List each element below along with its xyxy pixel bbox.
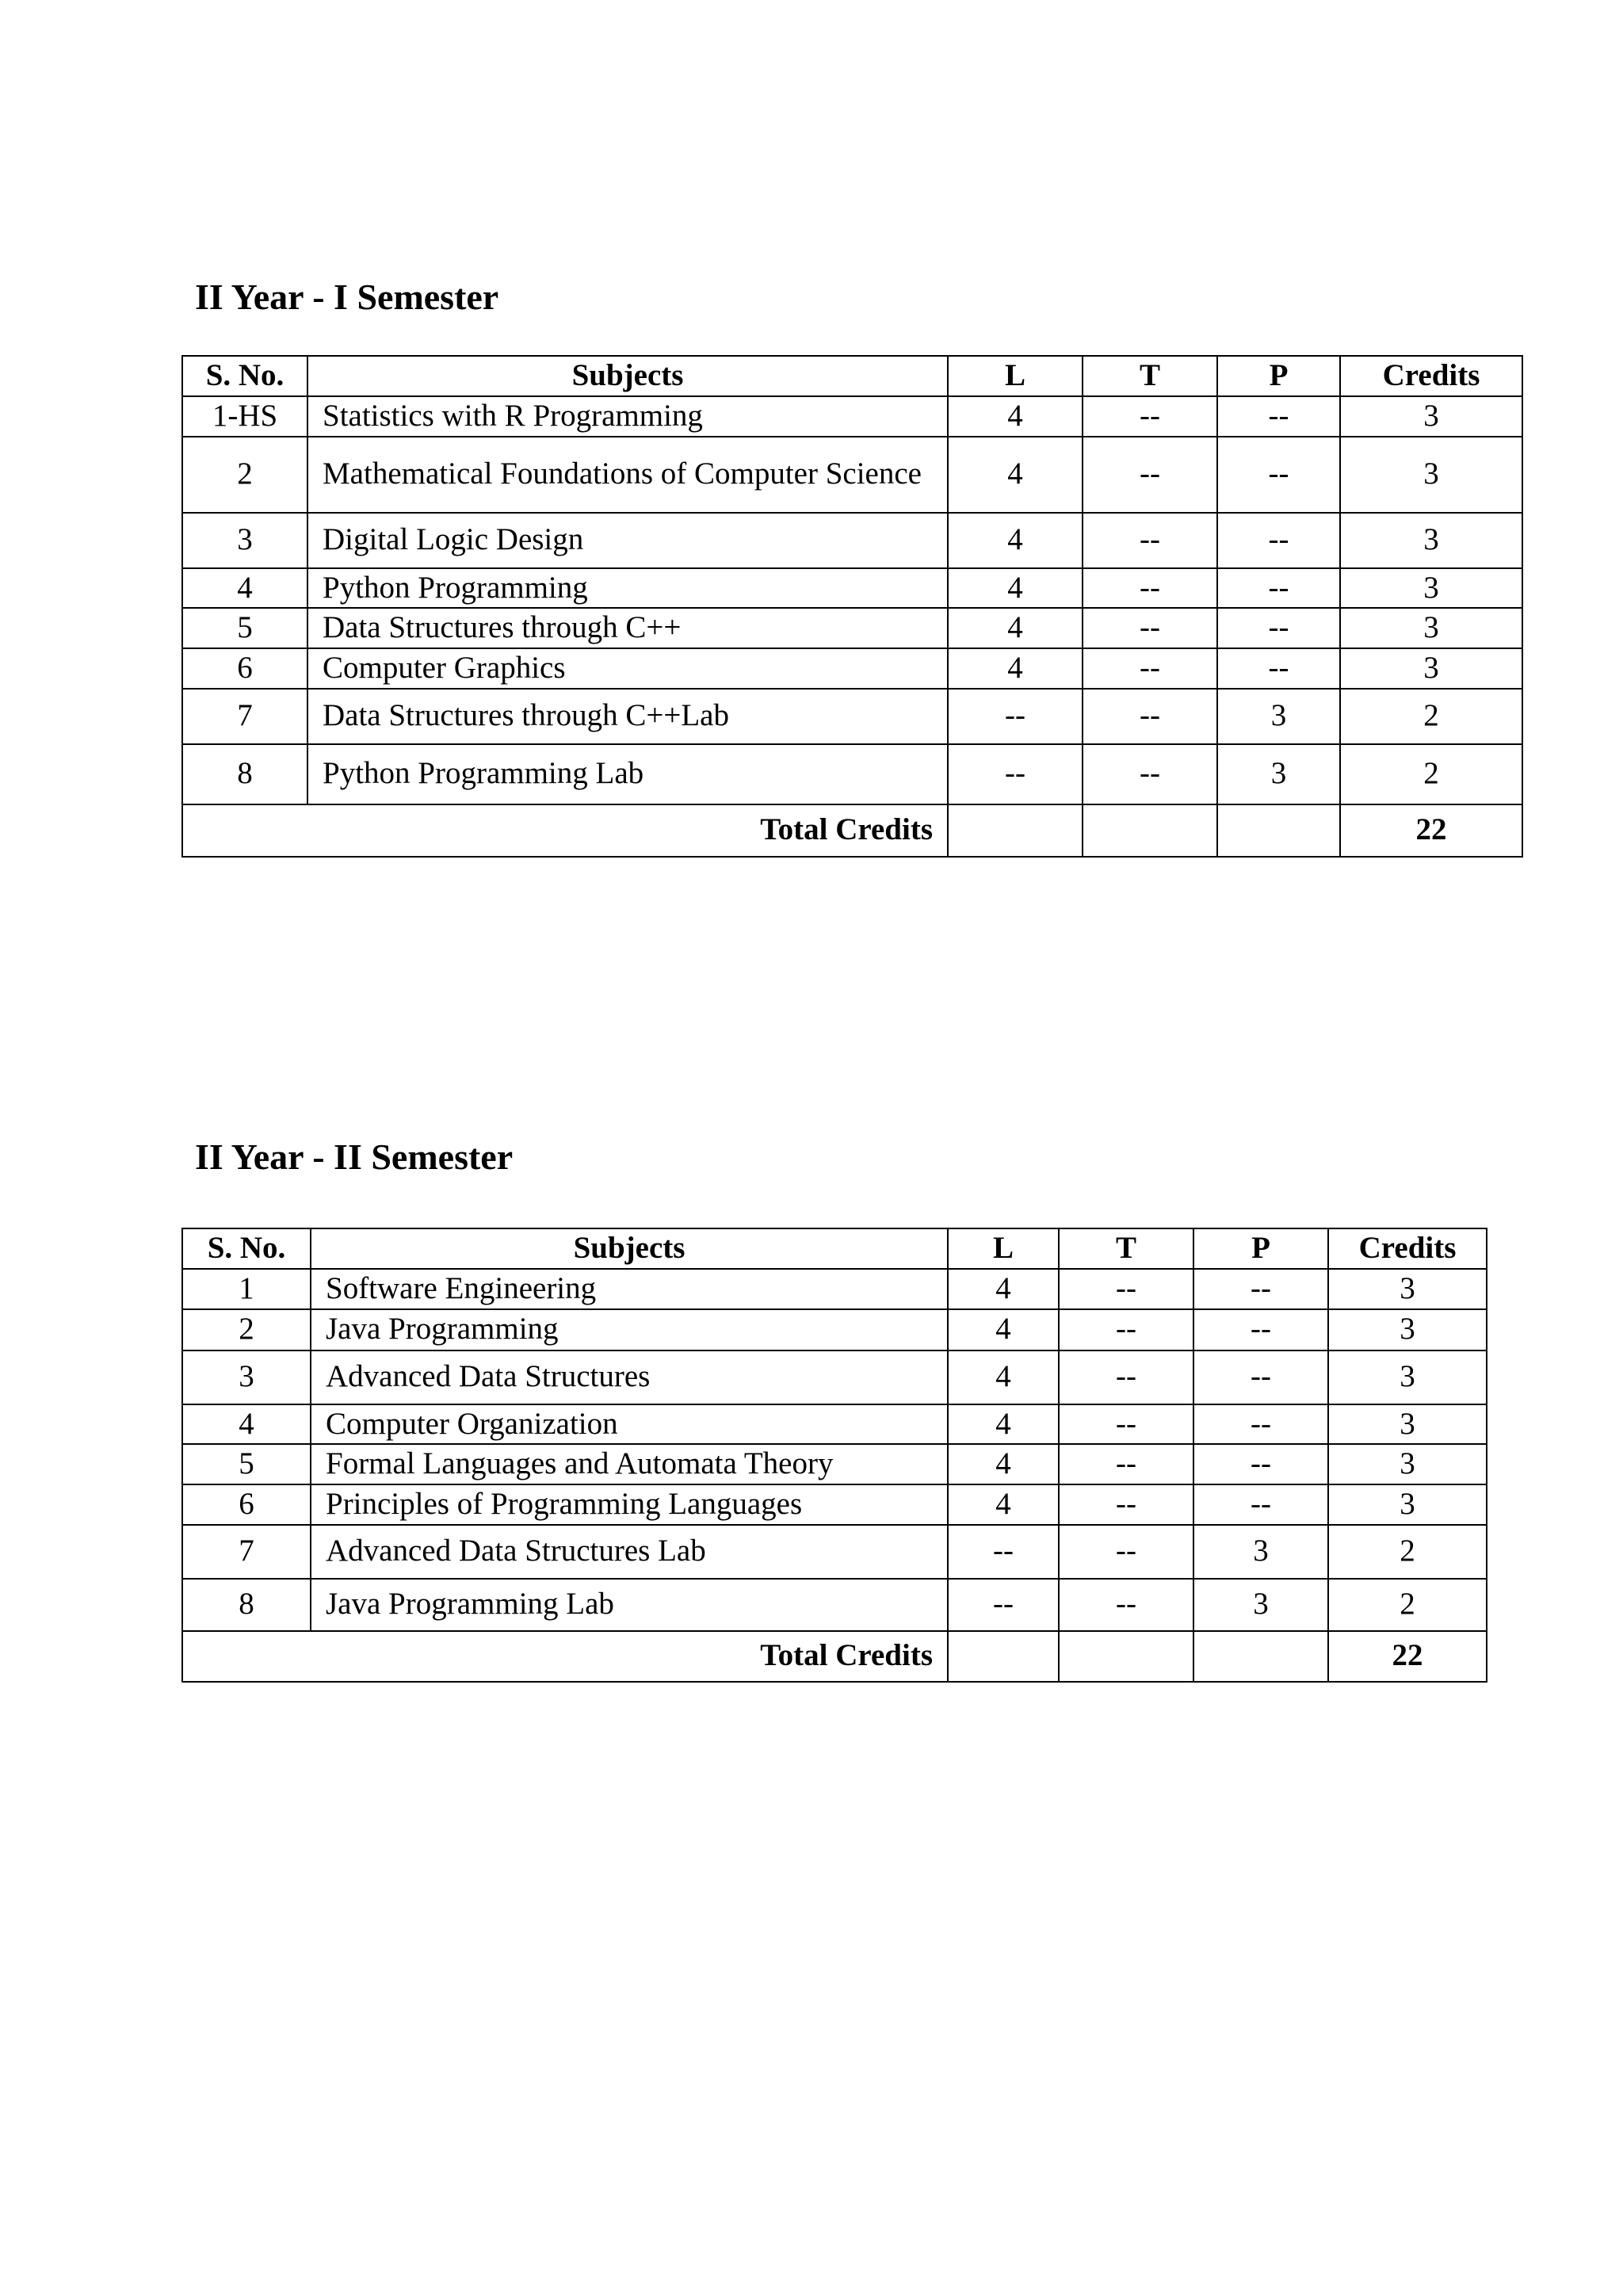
cell-credits: 3 xyxy=(1340,608,1522,648)
table-row xyxy=(182,513,1522,568)
table-row xyxy=(182,568,1522,609)
cell-t: -- xyxy=(1083,568,1217,609)
cell-sno: 2 xyxy=(182,437,307,513)
total-credits-label: Total Credits xyxy=(182,1631,948,1682)
cell-subject: Mathematical Foundations of Computer Science xyxy=(307,437,948,513)
cell-p: -- xyxy=(1217,437,1340,513)
column-header-p: P xyxy=(1217,356,1340,396)
cell-p: -- xyxy=(1217,396,1340,437)
cell-credits: 3 xyxy=(1340,568,1522,609)
cell-sno: 4 xyxy=(182,1404,311,1445)
cell-t: -- xyxy=(1059,1484,1193,1525)
cell-sno: 6 xyxy=(182,648,307,689)
table-header-row xyxy=(182,1228,1487,1269)
cell-credits: 3 xyxy=(1340,513,1522,568)
cell-l: 4 xyxy=(948,437,1083,513)
cell-t: -- xyxy=(1083,437,1217,513)
cell-subject: Formal Languages and Automata Theory xyxy=(311,1444,948,1484)
table-row xyxy=(182,1350,1487,1404)
total-credits-row xyxy=(182,804,1522,857)
cell-empty xyxy=(1083,804,1217,857)
semester-1-course-table xyxy=(181,355,1523,858)
cell-subject: Statistics with R Programming xyxy=(307,396,948,437)
column-header-t: T xyxy=(1059,1228,1193,1269)
cell-sno: 8 xyxy=(182,744,307,804)
cell-t: -- xyxy=(1083,513,1217,568)
cell-subject: Python Programming xyxy=(307,568,948,609)
total-credits-label: Total Credits xyxy=(182,804,948,857)
cell-sno: 2 xyxy=(182,1309,311,1350)
column-header-credits: Credits xyxy=(1340,356,1522,396)
cell-subject: Software Engineering xyxy=(311,1269,948,1309)
cell-subject: Java Programming Lab xyxy=(311,1579,948,1631)
table-row xyxy=(182,689,1522,744)
cell-credits: 3 xyxy=(1340,648,1522,689)
cell-credits: 3 xyxy=(1328,1444,1487,1484)
cell-t: -- xyxy=(1059,1525,1193,1579)
cell-l: 4 xyxy=(948,396,1083,437)
cell-credits: 3 xyxy=(1328,1350,1487,1404)
cell-credits: 2 xyxy=(1340,689,1522,744)
cell-l: 4 xyxy=(948,568,1083,609)
cell-sno: 4 xyxy=(182,568,307,609)
cell-p: -- xyxy=(1217,513,1340,568)
cell-p: -- xyxy=(1217,568,1340,609)
cell-sno: 5 xyxy=(182,608,307,648)
cell-l: 4 xyxy=(948,513,1083,568)
semester-1-title: II Year - I Semester xyxy=(195,277,499,317)
cell-sno: 1 xyxy=(182,1269,311,1309)
table-header-row xyxy=(182,356,1522,396)
column-header-subjects: Subjects xyxy=(307,356,948,396)
cell-t: -- xyxy=(1083,608,1217,648)
table-row xyxy=(182,396,1522,437)
cell-t: -- xyxy=(1083,396,1217,437)
cell-l: 4 xyxy=(948,1269,1059,1309)
cell-l: -- xyxy=(948,744,1083,804)
table-row xyxy=(182,648,1522,689)
cell-l: 4 xyxy=(948,1444,1059,1484)
total-credits-value: 22 xyxy=(1328,1631,1487,1682)
cell-p: 3 xyxy=(1193,1579,1328,1631)
cell-l: 4 xyxy=(948,1350,1059,1404)
cell-subject: Data Structures through C++Lab xyxy=(307,689,948,744)
cell-subject: Computer Graphics xyxy=(307,648,948,689)
cell-p: -- xyxy=(1193,1484,1328,1525)
table-row xyxy=(182,1525,1487,1579)
cell-l: 4 xyxy=(948,1404,1059,1445)
table-row xyxy=(182,744,1522,804)
cell-l: 4 xyxy=(948,648,1083,689)
cell-sno: 3 xyxy=(182,1350,311,1404)
cell-subject: Advanced Data Structures Lab xyxy=(311,1525,948,1579)
column-header-l: L xyxy=(948,356,1083,396)
cell-empty xyxy=(1059,1631,1193,1682)
column-header-subjects: Subjects xyxy=(311,1228,948,1269)
cell-subject: Java Programming xyxy=(311,1309,948,1350)
cell-sno: 3 xyxy=(182,513,307,568)
cell-l: 4 xyxy=(948,608,1083,648)
cell-t: -- xyxy=(1083,744,1217,804)
column-header-p: P xyxy=(1193,1228,1328,1269)
cell-l: 4 xyxy=(948,1309,1059,1350)
cell-subject: Advanced Data Structures xyxy=(311,1350,948,1404)
cell-credits: 3 xyxy=(1328,1309,1487,1350)
cell-sno: 7 xyxy=(182,689,307,744)
cell-t: -- xyxy=(1083,648,1217,689)
cell-sno: 7 xyxy=(182,1525,311,1579)
cell-credits: 3 xyxy=(1328,1269,1487,1309)
table-row xyxy=(182,1269,1487,1309)
cell-t: -- xyxy=(1059,1269,1193,1309)
cell-t: -- xyxy=(1083,689,1217,744)
cell-sno: 5 xyxy=(182,1444,311,1484)
cell-p: -- xyxy=(1193,1350,1328,1404)
cell-credits: 3 xyxy=(1328,1404,1487,1445)
cell-p: -- xyxy=(1193,1444,1328,1484)
cell-credits: 3 xyxy=(1340,437,1522,513)
cell-p: 3 xyxy=(1193,1525,1328,1579)
cell-l: -- xyxy=(948,1525,1059,1579)
cell-empty xyxy=(1193,1631,1328,1682)
cell-sno: 6 xyxy=(182,1484,311,1525)
table-row xyxy=(182,1404,1487,1445)
column-header-sno: S. No. xyxy=(182,356,307,396)
cell-t: -- xyxy=(1059,1579,1193,1631)
column-header-l: L xyxy=(948,1228,1059,1269)
table-row xyxy=(182,1444,1487,1484)
semester-2-title: II Year - II Semester xyxy=(195,1137,514,1177)
cell-l: 4 xyxy=(948,1484,1059,1525)
cell-l: -- xyxy=(948,1579,1059,1631)
cell-l: -- xyxy=(948,689,1083,744)
cell-p: -- xyxy=(1193,1309,1328,1350)
cell-subject: Python Programming Lab xyxy=(307,744,948,804)
cell-p: -- xyxy=(1193,1404,1328,1445)
cell-subject: Principles of Programming Languages xyxy=(311,1484,948,1525)
cell-credits: 2 xyxy=(1328,1579,1487,1631)
cell-sno: 8 xyxy=(182,1579,311,1631)
cell-p: -- xyxy=(1217,608,1340,648)
cell-p: 3 xyxy=(1217,744,1340,804)
cell-t: -- xyxy=(1059,1309,1193,1350)
table-row xyxy=(182,1579,1487,1631)
cell-subject: Data Structures through C++ xyxy=(307,608,948,648)
cell-credits: 3 xyxy=(1340,396,1522,437)
cell-subject: Digital Logic Design xyxy=(307,513,948,568)
column-header-sno: S. No. xyxy=(182,1228,311,1269)
cell-credits: 3 xyxy=(1328,1484,1487,1525)
table-row xyxy=(182,437,1522,513)
table-row xyxy=(182,1309,1487,1350)
cell-sno: 1-HS xyxy=(182,396,307,437)
cell-empty xyxy=(1217,804,1340,857)
total-credits-row xyxy=(182,1631,1487,1682)
cell-t: -- xyxy=(1059,1444,1193,1484)
table-row xyxy=(182,1484,1487,1525)
cell-credits: 2 xyxy=(1340,744,1522,804)
cell-t: -- xyxy=(1059,1350,1193,1404)
cell-empty xyxy=(948,1631,1059,1682)
cell-subject: Computer Organization xyxy=(311,1404,948,1445)
cell-empty xyxy=(948,804,1083,857)
column-header-t: T xyxy=(1083,356,1217,396)
cell-t: -- xyxy=(1059,1404,1193,1445)
total-credits-value: 22 xyxy=(1340,804,1522,857)
semester-2-course-table xyxy=(181,1228,1487,1683)
column-header-credits: Credits xyxy=(1328,1228,1487,1269)
cell-credits: 2 xyxy=(1328,1525,1487,1579)
cell-p: 3 xyxy=(1217,689,1340,744)
table-row xyxy=(182,608,1522,648)
cell-p: -- xyxy=(1193,1269,1328,1309)
cell-p: -- xyxy=(1217,648,1340,689)
